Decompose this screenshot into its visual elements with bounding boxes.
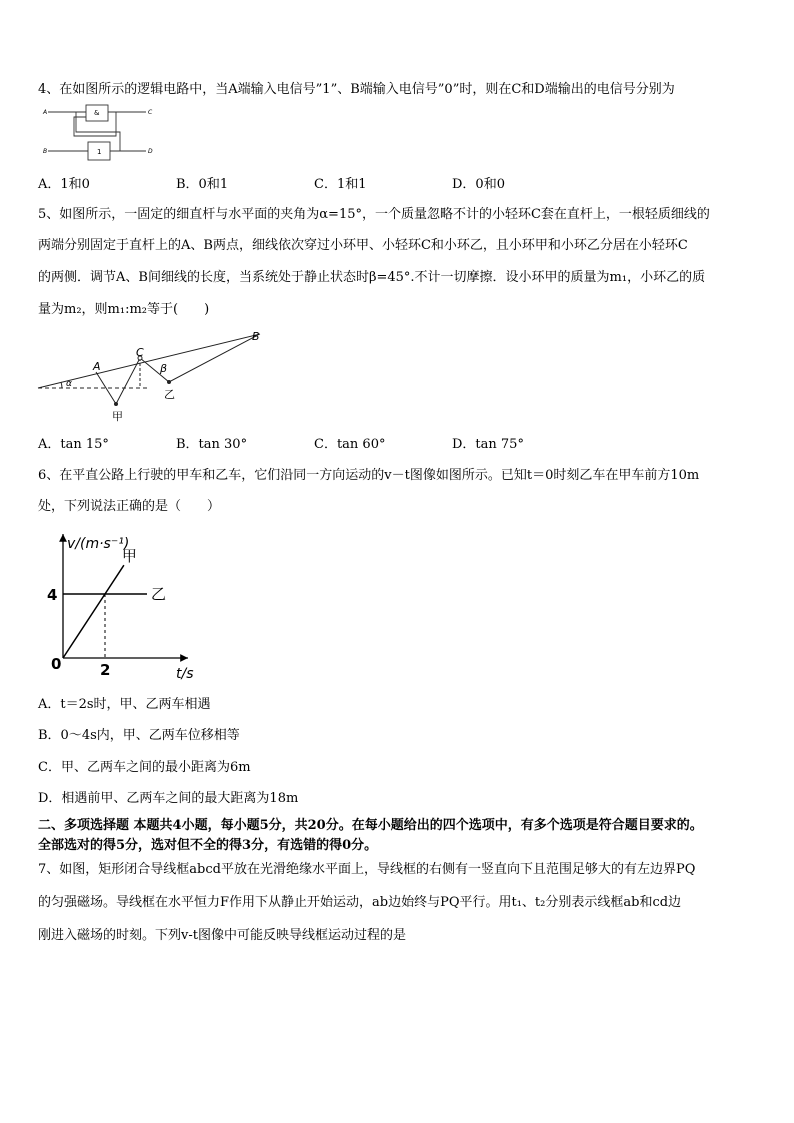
- q4-stem: 4、在如图所示的逻辑电路中，当A端输入电信号”1”、B端输入电信号”0”时，则在C和D端输出的电信号分别为: [38, 82, 675, 97]
- origin-label: 0: [51, 655, 62, 673]
- q6-line2: 处，下列说法正确的是（ ）: [38, 499, 221, 514]
- ring-yi-label: 乙: [164, 388, 175, 401]
- alpha-label: α: [66, 379, 72, 389]
- and-gate-label: &: [94, 109, 100, 117]
- q5-option-d[interactable]: D．tan 75°: [452, 437, 524, 452]
- ring-jia-label: 甲: [112, 410, 123, 423]
- x-tick-label: 2: [100, 661, 111, 679]
- q6-option-d[interactable]: D．相遇前甲、乙两车之间的最大距离为18m: [38, 791, 299, 806]
- q7-line3: 刚进入磁场的时刻。下列v-t图像中可能反映导线框运动过程的是: [38, 928, 406, 943]
- rod-ring-figure: [36, 326, 266, 426]
- y-axis-label: v/(m·s⁻¹): [67, 536, 130, 552]
- alpha-arc: [61, 382, 62, 388]
- x-axis-label: t/s: [176, 666, 194, 682]
- ring-yi: [167, 380, 171, 384]
- output-c-label: C: [148, 109, 153, 116]
- input-b-label: B: [43, 148, 48, 155]
- point-b-label: B: [252, 330, 260, 343]
- y-tick-label: 4: [47, 586, 58, 604]
- q5-line2: 两端分别固定于直杆上的A、B两点，细线依次穿过小环甲、小轻环C和小环乙，且小环甲和小环乙分居在小轻环C: [38, 238, 688, 253]
- section2-line1: 二、多项选择题 本题共4小题，每小题5分，共20分。在每小题给出的四个选项中，有多个选项是符合题目要求的。: [38, 818, 703, 833]
- point-a-label: A: [93, 360, 101, 373]
- q7-line1: 7、如图，矩形闭合导线框abcd平放在光滑绝缘水平面上，导线框的右侧有一竖直向下且范围足够大的有左边界PQ: [38, 862, 696, 877]
- series-label-1: 甲: [121, 547, 137, 566]
- q6-line1: 6、在平直公路上行驶的甲车和乙车，它们沿同一方向运动的v－t图像如图所示。已知t＝0时刻乙车在甲车前方10m: [38, 468, 700, 483]
- q6-option-b[interactable]: B．0～4s内，甲、乙两车位移相等: [38, 728, 240, 743]
- series-label-2: 乙: [151, 585, 167, 603]
- q7-line2: 的匀强磁场。导线框在水平恒力F作用下从静止开始运动，ab边始终与PQ平行。用t₁、t₂分别表示线框ab和cd边: [38, 895, 682, 910]
- q4-option-b[interactable]: B．0和1: [176, 177, 229, 192]
- q6-option-a[interactable]: A．t＝2s时，甲、乙两车相遇: [38, 697, 211, 712]
- q5-option-b[interactable]: B．tan 30°: [176, 437, 248, 452]
- q5-option-c[interactable]: C．tan 60°: [314, 437, 386, 452]
- series-line-1: [63, 565, 124, 658]
- point-c-label: C: [136, 346, 144, 359]
- q5-line3: 的两侧．调节A、B间细线的长度，当系统处于静止状态时β=45°.不计一切摩擦．设小环甲的质量为m₁，小环乙的质: [38, 270, 706, 285]
- q4-option-c[interactable]: C．1和1: [314, 177, 367, 192]
- vt-chart: [38, 528, 208, 688]
- or-gate-label: 1: [97, 148, 102, 156]
- input-a-label: A: [43, 109, 48, 116]
- q4-option-a[interactable]: A．1和0: [38, 177, 90, 192]
- q6-option-c[interactable]: C．甲、乙两车之间的最小距离为6m: [38, 760, 251, 775]
- q5-option-a[interactable]: A．tan 15°: [38, 437, 109, 452]
- q5-line1: 5、如图所示，一固定的细直杆与水平面的夹角为α=15°，一个质量忽略不计的小轻环C套在直杆上，一根轻质细线的: [38, 207, 710, 222]
- q4-option-d[interactable]: D．0和0: [452, 177, 505, 192]
- q5-line4: 量为m₂，则m₁:m₂等于( ): [38, 302, 210, 317]
- logic-circuit-figure: [38, 101, 158, 167]
- ring-jia: [114, 402, 118, 406]
- section2-line2: 全部选对的得5分，选对但不全的得3分，有选错的得0分。: [38, 838, 378, 853]
- output-d-label: D: [148, 148, 153, 155]
- beta-label: β: [160, 362, 168, 375]
